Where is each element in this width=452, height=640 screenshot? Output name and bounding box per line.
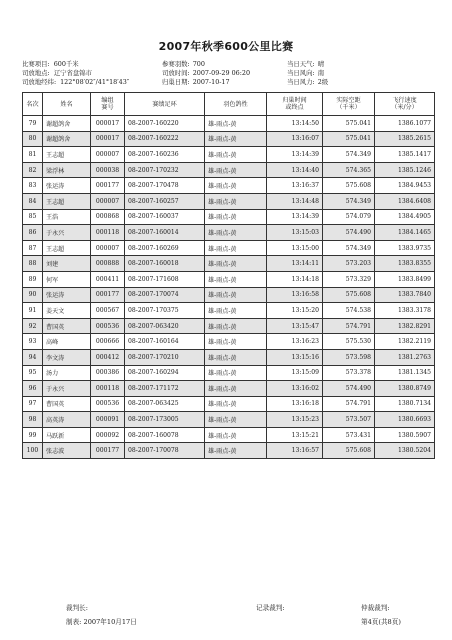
table-row: [23, 178, 435, 194]
cell-distance: 573.598: [323, 349, 375, 365]
col-header-speed: 飞行速度 （米/分）: [375, 93, 435, 116]
cell-color-sex: 雄-雨点-黄: [205, 209, 267, 225]
cell-arrival-time: 13:15:16: [267, 349, 323, 365]
cell-speed: 1381.1345: [375, 365, 435, 381]
cell-group-id: 000177: [91, 178, 125, 194]
cell-rank: 99: [23, 427, 43, 443]
meta-key: 归巢日期:: [162, 78, 190, 86]
cell-group-id: 000007: [91, 193, 125, 209]
cell-group-id: 000386: [91, 365, 125, 381]
cell-speed: 1383.7840: [375, 287, 435, 303]
race-info-right: [287, 60, 328, 87]
cell-speed: 1382.8291: [375, 318, 435, 334]
cell-group-id: 000666: [91, 334, 125, 350]
cell-group-id: 000091: [91, 412, 125, 428]
cell-color-sex: 雄-雨点-黄: [205, 240, 267, 256]
table-row: [23, 131, 435, 147]
table-row: [23, 225, 435, 241]
footer-recorder: 记录裁判:: [256, 604, 285, 612]
cell-color-sex: 雄-雨点-黄: [205, 365, 267, 381]
cell-name: 张运涛: [43, 287, 91, 303]
cell-color-sex: 雄-雨点-黄: [205, 443, 267, 459]
cell-speed: 1384.4905: [375, 209, 435, 225]
cell-name: 刘建: [43, 256, 91, 272]
col-header-ring: 赛绩足环: [125, 93, 205, 116]
cell-name: 李文涛: [43, 349, 91, 365]
cell-ring: 08-2007-170078: [125, 443, 205, 459]
cell-rank: 81: [23, 147, 43, 163]
table-row: [23, 334, 435, 350]
footer-arbitration-judge: 仲裁裁判:: [361, 604, 390, 612]
cell-ring: 08-2007-063425: [125, 396, 205, 412]
meta-value: 2007-09-29 06:20: [192, 69, 251, 77]
col-header-distance: 实际空距 （千米）: [323, 93, 375, 116]
cell-ring: 08-2007-160018: [125, 256, 205, 272]
cell-distance: 574.079: [323, 209, 375, 225]
cell-ring: 08-2007-170375: [125, 303, 205, 319]
footer-chief-umpire: 裁判长:: [66, 604, 89, 612]
cell-color-sex: 雄-雨点-黄: [205, 427, 267, 443]
cell-distance: 573.378: [323, 365, 375, 381]
cell-ring: 08-2007-160164: [125, 334, 205, 350]
cell-color-sex: 雄-雨点-黄: [205, 147, 267, 163]
cell-arrival-time: 13:16:37: [267, 178, 323, 194]
cell-name: 张志波: [43, 443, 91, 459]
cell-distance: 574.349: [323, 147, 375, 163]
col-header-color-sex: 羽色鸽性: [205, 93, 267, 116]
col-header-name: 姓名: [43, 93, 91, 116]
cell-ring: 08-2007-160014: [125, 225, 205, 241]
table-row: [23, 147, 435, 163]
cell-group-id: 000092: [91, 427, 125, 443]
cell-ring: 08-2007-063420: [125, 318, 205, 334]
cell-speed: 1381.2763: [375, 349, 435, 365]
cell-name: 姜天文: [43, 303, 91, 319]
cell-arrival-time: 13:14:11: [267, 256, 323, 272]
cell-speed: 1385.1417: [375, 147, 435, 163]
cell-name: 王志超: [43, 193, 91, 209]
cell-name: 于永兴: [43, 225, 91, 241]
meta-value: 600千米: [53, 60, 79, 68]
cell-arrival-time: 13:14:39: [267, 147, 323, 163]
cell-rank: 88: [23, 256, 43, 272]
cell-rank: 93: [23, 334, 43, 350]
cell-color-sex: 雄-雨点-黄: [205, 287, 267, 303]
meta-key: 比赛项目:: [22, 60, 50, 68]
cell-distance: 574.349: [323, 240, 375, 256]
cell-distance: 573.329: [323, 271, 375, 287]
cell-group-id: 000118: [91, 225, 125, 241]
cell-ring: 08-2007-170232: [125, 162, 205, 178]
cell-color-sex: 雄-雨点-黄: [205, 225, 267, 241]
cell-speed: 1384.6408: [375, 193, 435, 209]
cell-name: 王志超: [43, 240, 91, 256]
cell-speed: 1384.9453: [375, 178, 435, 194]
cell-name: 谢超鸽舍: [43, 116, 91, 132]
cell-color-sex: 雄-雨点-黄: [205, 318, 267, 334]
cell-group-id: 000177: [91, 287, 125, 303]
cell-group-id: 000411: [91, 271, 125, 287]
table-row: [23, 271, 435, 287]
meta-value: 辽宁省盘锦市: [53, 69, 93, 77]
table-row: [23, 349, 435, 365]
cell-distance: 575.530: [323, 334, 375, 350]
meta-key: 当日风向:: [287, 69, 315, 77]
cell-distance: 573.507: [323, 412, 375, 428]
cell-rank: 83: [23, 178, 43, 194]
cell-speed: 1382.2119: [375, 334, 435, 350]
cell-speed: 1383.3178: [375, 303, 435, 319]
cell-ring: 08-2007-170210: [125, 349, 205, 365]
cell-ring: 08-2007-160078: [125, 427, 205, 443]
table-row: [23, 381, 435, 397]
cell-rank: 84: [23, 193, 43, 209]
table-row: [23, 116, 435, 132]
cell-arrival-time: 13:16:57: [267, 443, 323, 459]
cell-color-sex: 雄-雨点-黄: [205, 178, 267, 194]
table-row: [23, 443, 435, 459]
cell-name: 曹国英: [43, 396, 91, 412]
meta-key: 参赛羽数:: [162, 60, 190, 68]
cell-name: 王志超: [43, 147, 91, 163]
cell-color-sex: 雄-雨点-黄: [205, 116, 267, 132]
cell-distance: 574.538: [323, 303, 375, 319]
cell-group-id: 000017: [91, 116, 125, 132]
results-body: [23, 116, 435, 459]
cell-arrival-time: 13:16:23: [267, 334, 323, 350]
cell-color-sex: 雄-雨点-黄: [205, 396, 267, 412]
cell-rank: 96: [23, 381, 43, 397]
cell-speed: 1385.1246: [375, 162, 435, 178]
table-header-row: [23, 93, 435, 116]
cell-speed: 1383.8499: [375, 271, 435, 287]
table-row: [23, 318, 435, 334]
cell-group-id: 000567: [91, 303, 125, 319]
cell-rank: 98: [23, 412, 43, 428]
cell-arrival-time: 13:14:48: [267, 193, 323, 209]
cell-group-id: 000888: [91, 256, 125, 272]
cell-name: 谢超鸽舍: [43, 131, 91, 147]
cell-ring: 08-2007-160220: [125, 116, 205, 132]
cell-arrival-time: 13:15:09: [267, 365, 323, 381]
meta-value: 700: [192, 60, 205, 68]
results-table: [22, 92, 435, 459]
cell-group-id: 000118: [91, 381, 125, 397]
cell-arrival-time: 13:14:50: [267, 116, 323, 132]
cell-arrival-time: 13:14:39: [267, 209, 323, 225]
cell-group-id: 000177: [91, 443, 125, 459]
cell-distance: 574.490: [323, 381, 375, 397]
cell-name: 何军: [43, 271, 91, 287]
meta-key: 司放地点:: [22, 69, 50, 77]
cell-speed: 1380.8749: [375, 381, 435, 397]
cell-name: 于永兴: [43, 381, 91, 397]
cell-speed: 1380.5204: [375, 443, 435, 459]
cell-distance: 575.608: [323, 287, 375, 303]
cell-color-sex: 雄-雨点-黄: [205, 381, 267, 397]
table-row: [23, 240, 435, 256]
cell-distance: 575.041: [323, 131, 375, 147]
cell-rank: 79: [23, 116, 43, 132]
cell-ring: 08-2007-171608: [125, 271, 205, 287]
cell-rank: 92: [23, 318, 43, 334]
cell-arrival-time: 13:15:00: [267, 240, 323, 256]
cell-rank: 80: [23, 131, 43, 147]
cell-ring: 08-2007-160037: [125, 209, 205, 225]
cell-color-sex: 雄-雨点-黄: [205, 349, 267, 365]
cell-color-sex: 雄-雨点-黄: [205, 193, 267, 209]
table-row: [23, 209, 435, 225]
cell-ring: 08-2007-160294: [125, 365, 205, 381]
table-row: [23, 162, 435, 178]
cell-group-id: 000007: [91, 240, 125, 256]
cell-arrival-time: 13:15:03: [267, 225, 323, 241]
cell-speed: 1380.7134: [375, 396, 435, 412]
col-header-group-id: 编组 赛号: [91, 93, 125, 116]
col-header-arrival-time: 归巢时间 或终点: [267, 93, 323, 116]
cell-arrival-time: 13:15:21: [267, 427, 323, 443]
cell-speed: 1380.5907: [375, 427, 435, 443]
table-row: [23, 365, 435, 381]
cell-rank: 94: [23, 349, 43, 365]
cell-color-sex: 雄-雨点-黄: [205, 256, 267, 272]
cell-name: 高峰: [43, 334, 91, 350]
footer-tabulated: 制表: 2007年10月17日: [66, 618, 137, 626]
cell-rank: 91: [23, 303, 43, 319]
cell-arrival-time: 13:16:58: [267, 287, 323, 303]
cell-rank: 97: [23, 396, 43, 412]
meta-value: 晴: [317, 60, 325, 68]
table-row: [23, 193, 435, 209]
cell-rank: 85: [23, 209, 43, 225]
cell-group-id: 000038: [91, 162, 125, 178]
cell-group-id: 000412: [91, 349, 125, 365]
cell-speed: 1385.2615: [375, 131, 435, 147]
cell-color-sex: 雄-雨点-黄: [205, 271, 267, 287]
cell-color-sex: 雄-雨点-黄: [205, 162, 267, 178]
cell-ring: 08-2007-160257: [125, 193, 205, 209]
cell-ring: 08-2007-160236: [125, 147, 205, 163]
cell-color-sex: 雄-雨点-黄: [205, 303, 267, 319]
meta-key: 当日天气:: [287, 60, 315, 68]
cell-ring: 08-2007-170478: [125, 178, 205, 194]
cell-group-id: 000007: [91, 147, 125, 163]
meta-value: 2007-10-17: [192, 78, 230, 86]
cell-distance: 574.791: [323, 318, 375, 334]
table-row: [23, 412, 435, 428]
cell-color-sex: 雄-雨点-黄: [205, 131, 267, 147]
cell-arrival-time: 13:15:20: [267, 303, 323, 319]
cell-rank: 87: [23, 240, 43, 256]
cell-distance: 575.608: [323, 178, 375, 194]
cell-group-id: 000868: [91, 209, 125, 225]
meta-key: 司放地经纬:: [22, 78, 57, 86]
cell-rank: 100: [23, 443, 43, 459]
cell-color-sex: 雄-雨点-黄: [205, 412, 267, 428]
cell-name: 汤力: [43, 365, 91, 381]
cell-name: 梁浮林: [43, 162, 91, 178]
cell-name: 马跃新: [43, 427, 91, 443]
cell-ring: 08-2007-160269: [125, 240, 205, 256]
cell-distance: 574.490: [323, 225, 375, 241]
cell-arrival-time: 13:14:40: [267, 162, 323, 178]
cell-arrival-time: 13:16:07: [267, 131, 323, 147]
cell-rank: 95: [23, 365, 43, 381]
cell-ring: 08-2007-160222: [125, 131, 205, 147]
footer-page-number: 第4页(共8页): [361, 618, 401, 626]
cell-speed: 1383.8355: [375, 256, 435, 272]
cell-ring: 08-2007-170074: [125, 287, 205, 303]
meta-key: 当日风力:: [287, 78, 315, 86]
meta-key: 司放时间:: [162, 69, 190, 77]
cell-name: 张运涛: [43, 178, 91, 194]
cell-arrival-time: 13:15:47: [267, 318, 323, 334]
cell-speed: 1384.1465: [375, 225, 435, 241]
meta-value: 南: [317, 69, 325, 77]
table-row: [23, 427, 435, 443]
cell-speed: 1383.9735: [375, 240, 435, 256]
cell-ring: 08-2007-171172: [125, 381, 205, 397]
cell-arrival-time: 13:14:18: [267, 271, 323, 287]
cell-name: 高英涛: [43, 412, 91, 428]
cell-arrival-time: 13:16:18: [267, 396, 323, 412]
cell-rank: 82: [23, 162, 43, 178]
col-header-rank: 名次: [23, 93, 43, 116]
cell-arrival-time: 13:15:23: [267, 412, 323, 428]
cell-rank: 86: [23, 225, 43, 241]
cell-distance: 574.791: [323, 396, 375, 412]
table-row: [23, 287, 435, 303]
cell-distance: 573.431: [323, 427, 375, 443]
cell-speed: 1380.6693: [375, 412, 435, 428]
cell-speed: 1386.1077: [375, 116, 435, 132]
cell-name: 王浩: [43, 209, 91, 225]
cell-group-id: 000536: [91, 318, 125, 334]
cell-ring: 08-2007-173005: [125, 412, 205, 428]
cell-group-id: 000536: [91, 396, 125, 412]
table-row: [23, 303, 435, 319]
cell-arrival-time: 13:16:02: [267, 381, 323, 397]
cell-color-sex: 雄-雨点-黄: [205, 334, 267, 350]
cell-distance: 575.608: [323, 443, 375, 459]
cell-distance: 574.349: [323, 193, 375, 209]
table-row: [23, 396, 435, 412]
meta-value: 122°08′02″/41°18′43″: [60, 78, 130, 86]
race-info-middle: [162, 60, 250, 87]
cell-rank: 89: [23, 271, 43, 287]
meta-value: 2级: [317, 78, 329, 86]
cell-name: 曹国英: [43, 318, 91, 334]
race-info-left: [22, 60, 129, 87]
cell-distance: 574.365: [323, 162, 375, 178]
cell-group-id: 000017: [91, 131, 125, 147]
table-row: [23, 256, 435, 272]
cell-distance: 575.041: [323, 116, 375, 132]
report-title: 2007年秋季600公里比赛: [158, 40, 294, 53]
cell-rank: 90: [23, 287, 43, 303]
cell-distance: 573.203: [323, 256, 375, 272]
